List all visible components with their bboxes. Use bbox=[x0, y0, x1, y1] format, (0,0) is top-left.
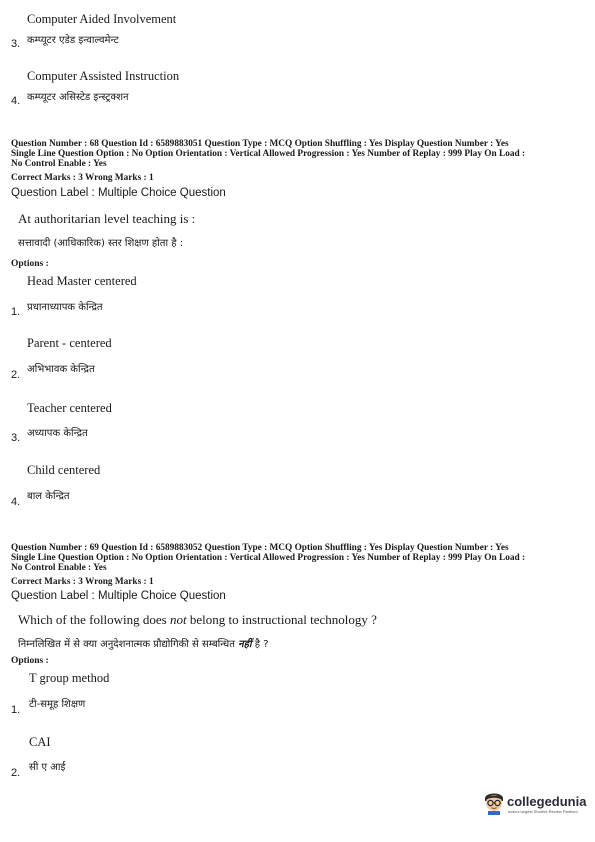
q69-question-en bbox=[18, 612, 377, 628]
q69-option-2-hi: सी ए आई bbox=[29, 762, 66, 773]
q69-label: Question Label : Multiple Choice Question bbox=[11, 590, 226, 602]
q68-meta-line1: Question Number : 68 Question Id : 6589883051 Question Type : MCQ Option Shuffling : Yes Display Question Number : Yes bbox=[11, 139, 509, 149]
mascot-icon bbox=[482, 789, 506, 815]
q69-question-hi-part2: है ? bbox=[251, 639, 269, 650]
q68-option-2-en: Parent - centered bbox=[27, 336, 112, 350]
prev-option-4-en: Computer Assisted Instruction bbox=[27, 69, 180, 83]
q68-meta bbox=[11, 139, 586, 169]
q68-marks: Correct Marks : 3 Wrong Marks : 1 bbox=[11, 173, 154, 183]
prev-option-4-number: 4. bbox=[11, 95, 21, 107]
q69-question-hi-part1: निम्नलिखित में से क्या अनुदेशनात्मक प्रौद्योगिकी से सम्बन्धित bbox=[18, 639, 239, 650]
prev-option-3-en: Computer Aided Involvement bbox=[27, 12, 177, 26]
q69-options-heading: Options : bbox=[11, 656, 49, 666]
q68-option-1-number: 1. bbox=[11, 306, 21, 318]
q69-question-en-part2: belong to instructional technology ? bbox=[186, 612, 377, 627]
q69-meta bbox=[11, 543, 586, 573]
q68-question-en: At authoritarian level teaching is : bbox=[18, 211, 196, 226]
q69-option-2-number: 2. bbox=[11, 767, 21, 779]
q68-meta-line2: Single Line Question Option : No Option Orientation : Vertical Allowed Progression : Yes Number of Replay : 999 Play On Load : bbox=[11, 149, 526, 159]
q69-option-1-en: T group method bbox=[29, 671, 110, 685]
q69-question-en-emphasis: not bbox=[170, 612, 187, 627]
q68-options-heading: Options : bbox=[11, 259, 49, 269]
q68-question-hi: सत्तावादी (आधिकारिक) स्तर शिक्षण होता है : bbox=[18, 238, 184, 249]
prev-option-3-number: 3. bbox=[11, 38, 21, 50]
prev-option-4-hi: कम्प्यूटर असिस्टेड इन्स्ट्रक्शन bbox=[27, 92, 129, 103]
logo-tagline: India's largest Student Review Platform bbox=[508, 809, 578, 814]
q68-option-4-en: Child centered bbox=[27, 463, 101, 477]
q68-option-4-number: 4. bbox=[11, 496, 21, 508]
q68-meta-line3: No Control Enable : Yes bbox=[11, 159, 107, 169]
q69-meta-line1: Question Number : 69 Question Id : 6589883052 Question Type : MCQ Option Shuffling : Yes Display Question Number : Yes bbox=[11, 543, 509, 553]
logo-name: collegedunia bbox=[507, 794, 587, 809]
prev-option-3-hi: कम्प्यूटर एडेड इन्वाल्वमेन्ट bbox=[27, 35, 119, 46]
q68-label: Question Label : Multiple Choice Question bbox=[11, 187, 226, 199]
collegedunia-logo bbox=[482, 787, 587, 819]
q69-option-1-hi: टी-समूह शिक्षण bbox=[29, 699, 86, 710]
q68-option-3-hi: अध्यापक केन्द्रित bbox=[27, 428, 88, 439]
q69-question-hi bbox=[18, 636, 269, 650]
q68-option-2-hi: अभिभावक केन्द्रित bbox=[27, 364, 95, 375]
q69-option-1-number: 1. bbox=[11, 704, 21, 716]
q68-option-3-en: Teacher centered bbox=[27, 401, 112, 415]
q68-option-2-number: 2. bbox=[11, 369, 21, 381]
q69-option-2-en: CAI bbox=[29, 735, 51, 749]
q69-meta-line3: No Control Enable : Yes bbox=[11, 563, 107, 573]
q68-option-4-hi: बाल केन्द्रित bbox=[27, 491, 70, 502]
q69-question-en-part1: Which of the following does bbox=[18, 612, 170, 627]
q68-option-1-en: Head Master centered bbox=[27, 274, 137, 288]
q69-meta-line2: Single Line Question Option : No Option Orientation : Vertical Allowed Progression : Yes Number of Replay : 999 Play On Load : bbox=[11, 553, 526, 563]
q68-option-3-number: 3. bbox=[11, 432, 21, 444]
q69-question-hi-emphasis: नहीं bbox=[238, 639, 252, 650]
q68-option-1-hi: प्रधानाध्यापक केन्द्रित bbox=[27, 302, 103, 313]
q69-marks: Correct Marks : 3 Wrong Marks : 1 bbox=[11, 577, 154, 587]
